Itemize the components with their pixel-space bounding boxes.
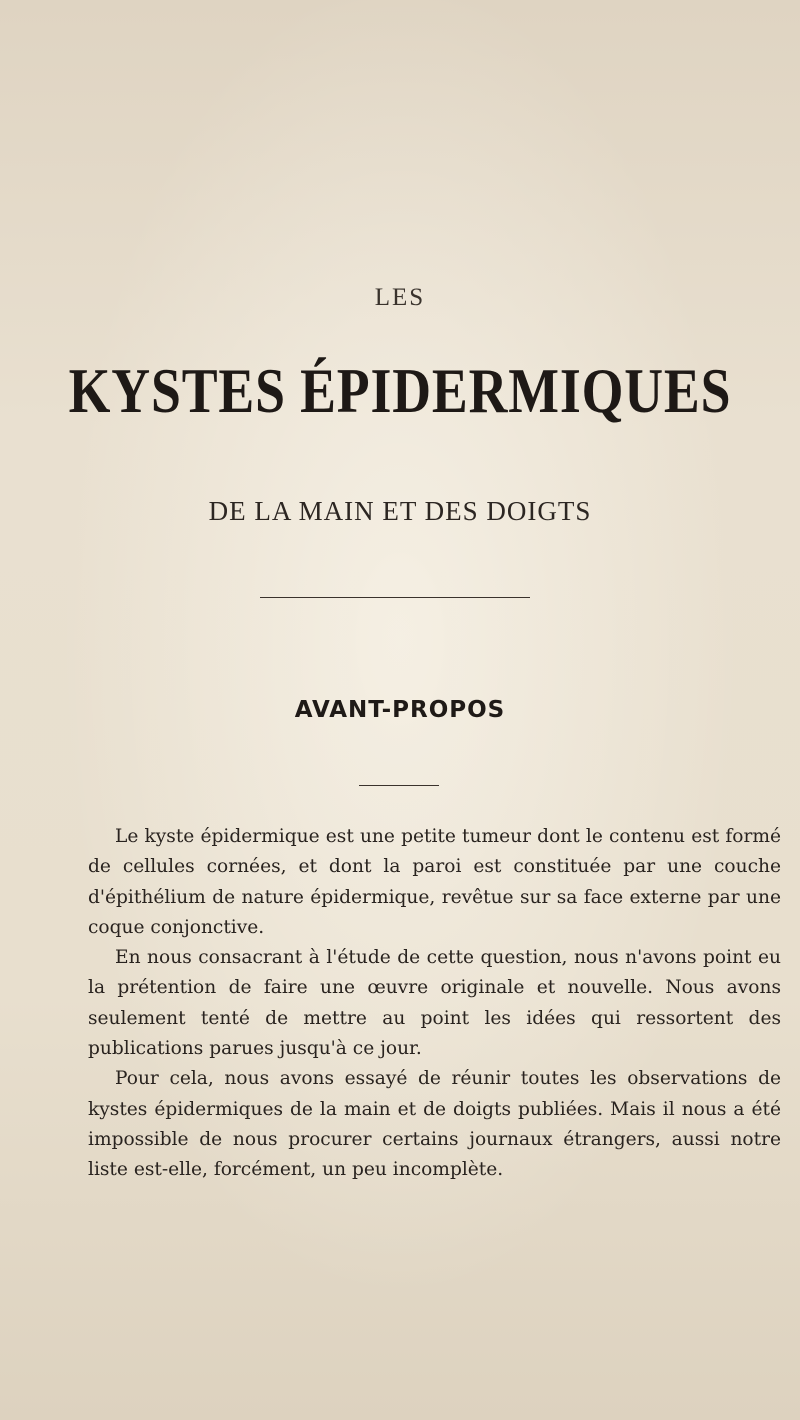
section-divider bbox=[359, 785, 439, 786]
page-subtitle: DE LA MAIN ET DES DOIGTS bbox=[208, 496, 592, 526]
paragraph-2: En nous consacrant à l'étude de cette question, nous n'avons point eu la prétention de faire une œuvre originale et nouvelle. Nous avons seulement tenté de mettre au point les idées qui ressortent des publications parues jusqu'à ce jour. bbox=[88, 947, 781, 1060]
paragraph-3: Pour cela, nous avons essayé de réunir toutes les observations de kystes épidermiques de la main et de doigts publiées. Mais il nous a été impossible de nous procurer certains journaux étrangers, aussi notre liste est-elle, forcément, un peu incomplète. bbox=[88, 1068, 781, 1181]
header-les: LES bbox=[374, 284, 426, 311]
body-text bbox=[88, 822, 781, 1186]
section-heading: AVANT-PROPOS bbox=[294, 697, 506, 723]
paragraph-1: Le kyste épidermique est une petite tumeur dont le contenu est formé de cellules cornées, et dont la paroi est constituée par une couche d'épithélium de nature épidermique, revêtue sur sa face externe par une coque conjonctive. bbox=[88, 826, 781, 938]
page-title: KYSTES ÉPIDERMIQUES bbox=[68, 355, 732, 426]
title-divider bbox=[260, 597, 530, 598]
